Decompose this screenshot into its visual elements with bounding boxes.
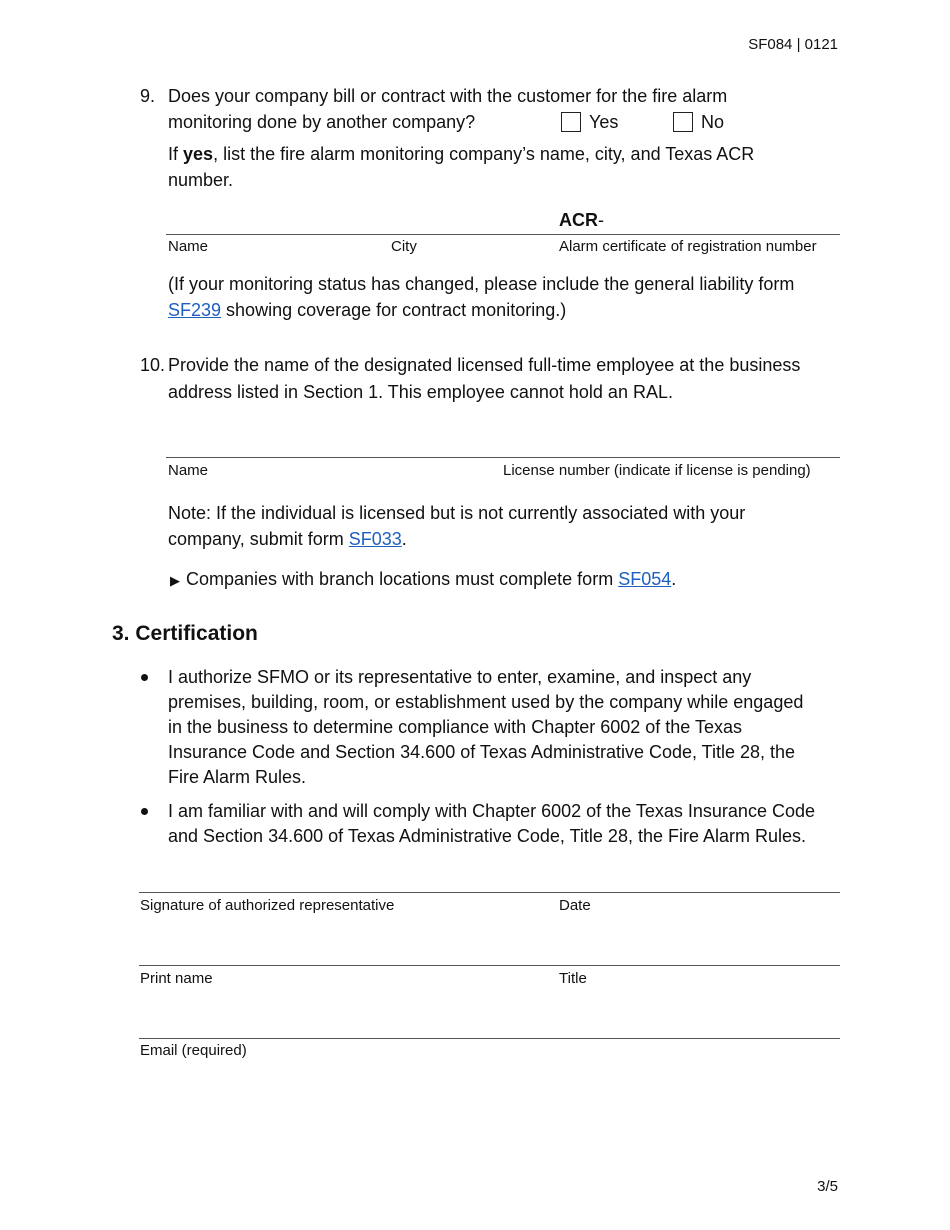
bullet-icon	[141, 674, 148, 681]
cert-bullet1	[168, 665, 848, 790]
title-label: Title	[559, 970, 587, 987]
q9-name-label: Name	[168, 238, 209, 255]
q9-number: 9.	[140, 86, 156, 106]
bullet-icon	[141, 808, 148, 815]
sf054-link[interactable]: SF054	[618, 569, 672, 589]
q9-instruction-line2: number.	[168, 170, 234, 190]
cert-bullet1-line: in the business to determine compliance with Chapter 6002 of the Texas	[168, 717, 743, 737]
acr-dash: -	[598, 210, 604, 230]
form-code: SF084 | 0121	[748, 36, 838, 53]
section3-title: 3. Certification	[112, 622, 258, 645]
yes-checkbox[interactable]	[561, 112, 581, 132]
arrow-right-icon: ▶	[170, 573, 180, 588]
cert-bullet2-line: I am familiar with and will comply with Chapter 6002 of the Texas Insurance Code	[168, 801, 815, 821]
q10-name-label: Name	[168, 462, 209, 479]
signature-label: Signature of authorized representative	[140, 897, 395, 914]
q9-question-line1: Does your company bill or contract with the customer for the fire alarm	[168, 86, 728, 106]
cert-bullet1-line: premises, building, room, or establishment used by the company while engaged	[168, 692, 804, 712]
cert-bullet2	[168, 799, 848, 849]
q10-number: 10.	[140, 355, 166, 375]
cert-bullet2-line: and Section 34.600 of Texas Administrative Code, Title 28, the Fire Alarm Rules.	[168, 826, 807, 846]
cert-bullet1-line: Fire Alarm Rules.	[168, 767, 307, 787]
signature-line[interactable]	[139, 892, 840, 893]
cert-bullet1-line: I authorize SFMO or its representative to enter, examine, and inspect any	[168, 667, 752, 687]
sf033-link[interactable]: SF033	[348, 529, 402, 549]
q10-note-line2-suffix: .	[401, 529, 407, 549]
q9-note-line2-rest: showing coverage for contract monitoring.)	[221, 300, 567, 320]
q9-note-line1: (If your monitoring status has changed, please include the general liability form	[168, 274, 795, 294]
q10-note-line2-prefix: company, submit form	[168, 529, 349, 549]
no-label: No	[701, 112, 725, 132]
q9-city-label: City	[391, 238, 417, 255]
q9-question-line2: monitoring done by another company?	[168, 112, 476, 132]
q9-instruction-bold: yes	[183, 144, 214, 164]
date-label: Date	[559, 897, 591, 914]
branch-note-prefix: Companies with branch locations must complete form	[186, 569, 619, 589]
q10-field-line[interactable]	[166, 457, 840, 458]
q10-question-line2: address listed in Section 1. This employee cannot hold an RAL.	[168, 382, 673, 402]
email-line[interactable]	[139, 1038, 840, 1039]
q9-instruction	[168, 142, 848, 167]
email-label: Email (required)	[140, 1042, 247, 1059]
page-number: 3/5	[817, 1178, 838, 1195]
branch-note	[170, 567, 676, 593]
q10-note-line1: Note: If the individual is licensed but is not currently associated with your	[168, 503, 746, 523]
yes-label: Yes	[589, 112, 619, 132]
no-checkbox[interactable]	[673, 112, 693, 132]
acr-bold: ACR	[559, 210, 598, 230]
print-name-line[interactable]	[139, 965, 840, 966]
q9-instruction-prefix: If	[168, 144, 184, 164]
q9-instruction-rest: , list the fire alarm monitoring company’s name, city, and Texas ACR	[213, 144, 755, 164]
q9-note-line2	[168, 298, 566, 323]
cert-bullet1-line: Insurance Code and Section 34.600 of Texas Administrative Code, Title 28, the	[168, 742, 796, 762]
q10-question-line1: Provide the name of the designated licensed full-time employee at the business	[168, 355, 801, 375]
q9-acr-label: Alarm certificate of registration number	[559, 238, 817, 255]
q9-field-line[interactable]	[166, 234, 840, 235]
sf239-link[interactable]: SF239	[168, 300, 222, 320]
print-name-label: Print name	[140, 970, 213, 987]
q10-note-line2	[168, 527, 407, 552]
q10-license-label: License number (indicate if license is pending)	[503, 462, 811, 479]
acr-prefix	[559, 208, 604, 232]
branch-note-suffix: .	[671, 569, 677, 589]
